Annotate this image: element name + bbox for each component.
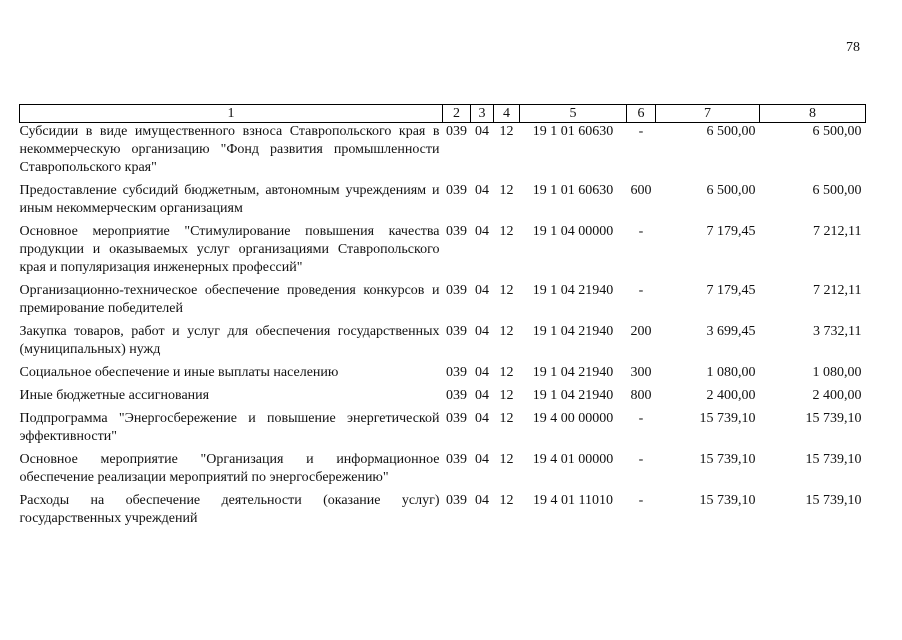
ministry-code-cell: 039 xyxy=(446,452,467,467)
target-article-cell: 19 4 00 00000 xyxy=(532,411,614,426)
amount-year2-cell: 15 739,10 xyxy=(805,411,862,426)
table-row xyxy=(20,387,866,410)
column-header: 8 xyxy=(760,105,866,123)
ministry-code-cell: 039 xyxy=(446,183,467,198)
amount-year2-cell: 6 500,00 xyxy=(812,183,862,198)
amount-year1-cell: 3 699,45 xyxy=(706,324,756,339)
ministry-code-cell: 039 xyxy=(446,365,467,380)
ministry-code-cell: 039 xyxy=(446,493,467,508)
column-header: 2 xyxy=(443,105,471,123)
section-cell: 04 xyxy=(475,388,489,403)
ministry-code-cell: 039 xyxy=(446,224,467,239)
row-name-cell: Закупка товаров, работ и услуг для обеспечения государственных (муниципальных) нужд xyxy=(19,324,440,357)
ministry-code-cell: 039 xyxy=(446,324,467,339)
column-header: 7 xyxy=(656,105,760,123)
target-article-cell: 19 1 04 21940 xyxy=(532,324,614,339)
row-name-cell: Иные бюджетные ассигнования xyxy=(19,388,210,403)
section-cell: 04 xyxy=(475,224,489,239)
expense-type-cell: 300 xyxy=(630,365,652,380)
target-article-cell: 19 1 01 60630 xyxy=(532,124,614,139)
expense-type-cell: 600 xyxy=(630,183,652,198)
amount-year1-cell: 1 080,00 xyxy=(706,365,756,380)
target-article-cell: 19 4 01 00000 xyxy=(532,452,614,467)
table-row xyxy=(20,364,866,387)
section-cell: 04 xyxy=(475,411,489,426)
section-cell: 04 xyxy=(475,183,489,198)
amount-year2-cell: 7 212,11 xyxy=(813,224,862,239)
subsection-cell: 12 xyxy=(499,365,514,380)
page-number: 78 xyxy=(846,40,860,55)
subsection-cell: 12 xyxy=(499,224,514,239)
subsection-cell: 12 xyxy=(499,493,514,508)
row-name-cell: Основное мероприятие "Организация и информационное обеспечение реализации мероприятий по энергосбережению" xyxy=(19,452,440,485)
expense-type-cell: - xyxy=(638,283,644,298)
subsection-cell: 12 xyxy=(499,183,514,198)
table-row xyxy=(20,282,866,323)
column-header: 6 xyxy=(627,105,656,123)
amount-year2-cell: 15 739,10 xyxy=(805,493,862,508)
row-name-cell: Расходы на обеспечение деятельности (оказание услуг) государственных учреждений xyxy=(19,493,440,526)
amount-year1-cell: 7 179,45 xyxy=(706,283,756,298)
column-header: 4 xyxy=(494,105,520,123)
amount-year2-cell: 6 500,00 xyxy=(812,124,862,139)
table-row xyxy=(20,410,866,451)
expense-type-cell: - xyxy=(638,124,644,139)
section-cell: 04 xyxy=(475,452,489,467)
target-article-cell: 19 1 04 21940 xyxy=(532,283,614,298)
section-cell: 04 xyxy=(475,493,489,508)
row-name-cell: Предоставление субсидий бюджетным, автономным учреждениям и иным некоммерческим организациям xyxy=(19,183,440,216)
row-name-cell: Организационно-техническое обеспечение проведения конкурсов и премирование победителей xyxy=(19,283,440,316)
expense-type-cell: - xyxy=(638,493,644,508)
amount-year1-cell: 2 400,00 xyxy=(706,388,756,403)
subsection-cell: 12 xyxy=(499,411,514,426)
ministry-code-cell: 039 xyxy=(446,411,467,426)
target-article-cell: 19 1 04 21940 xyxy=(532,388,614,403)
amount-year1-cell: 15 739,10 xyxy=(699,411,756,426)
row-name-cell: Подпрограмма "Энергосбережение и повышение энергетической эффективности" xyxy=(19,411,440,444)
section-cell: 04 xyxy=(475,283,489,298)
target-article-cell: 19 4 01 11010 xyxy=(533,493,613,508)
expense-type-cell: - xyxy=(638,452,644,467)
budget-table xyxy=(19,104,866,533)
row-name-cell: Субсидии в виде имущественного взноса Ставропольского края в некоммерческую организацию "Фонд развития промышленности Ставропольского края" xyxy=(19,124,440,175)
column-header: 5 xyxy=(520,105,627,123)
expense-type-cell: 200 xyxy=(630,324,652,339)
row-name-cell: Социальное обеспечение и иные выплаты населению xyxy=(19,365,339,380)
expense-type-cell: 800 xyxy=(630,388,652,403)
amount-year1-cell: 15 739,10 xyxy=(699,452,756,467)
ministry-code-cell: 039 xyxy=(446,283,467,298)
target-article-cell: 19 1 01 60630 xyxy=(532,183,614,198)
section-cell: 04 xyxy=(475,124,489,139)
ministry-code-cell: 039 xyxy=(446,388,467,403)
ministry-code-cell: 039 xyxy=(446,124,467,139)
amount-year1-cell: 15 739,10 xyxy=(699,493,756,508)
amount-year2-cell: 1 080,00 xyxy=(812,365,862,380)
subsection-cell: 12 xyxy=(499,283,514,298)
row-name-cell: Основное мероприятие "Стимулирование повышения качества продукции и оказываемых услуг организациями Ставропольского края и популяризация инженерных профессий" xyxy=(19,224,440,275)
expense-type-cell: - xyxy=(638,411,644,426)
amount-year2-cell: 7 212,11 xyxy=(813,283,862,298)
table-row xyxy=(20,182,866,223)
subsection-cell: 12 xyxy=(499,452,514,467)
target-article-cell: 19 1 04 21940 xyxy=(532,365,614,380)
table-row xyxy=(20,223,866,282)
amount-year1-cell: 7 179,45 xyxy=(706,224,756,239)
amount-year1-cell: 6 500,00 xyxy=(706,183,756,198)
table-row xyxy=(20,451,866,492)
amount-year2-cell: 15 739,10 xyxy=(805,452,862,467)
subsection-cell: 12 xyxy=(499,388,514,403)
table-row xyxy=(20,492,866,533)
table-row xyxy=(20,323,866,364)
subsection-cell: 12 xyxy=(499,324,514,339)
target-article-cell: 19 1 04 00000 xyxy=(532,224,614,239)
subsection-cell: 12 xyxy=(499,124,514,139)
section-cell: 04 xyxy=(475,324,489,339)
table-row xyxy=(20,123,866,183)
section-cell: 04 xyxy=(475,365,489,380)
expense-type-cell: - xyxy=(638,224,644,239)
amount-year1-cell: 6 500,00 xyxy=(706,124,756,139)
amount-year2-cell: 3 732,11 xyxy=(813,324,862,339)
column-header: 3 xyxy=(471,105,494,123)
table-header-row xyxy=(20,105,866,123)
amount-year2-cell: 2 400,00 xyxy=(812,388,862,403)
column-header: 1 xyxy=(20,105,443,123)
